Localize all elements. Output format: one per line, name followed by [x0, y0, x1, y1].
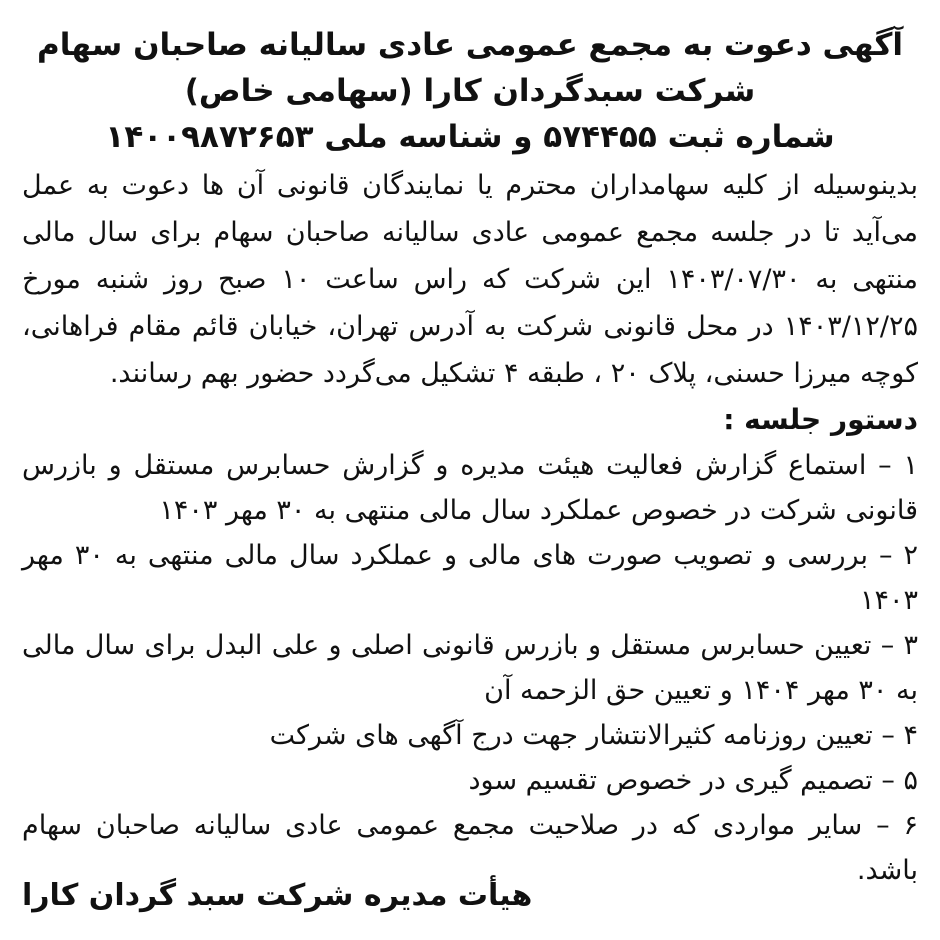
intro-paragraph: بدینوسیله از کلیه سهامداران محترم یا نمایندگان قانونی آن ها دعوت به عمل می‌آید تا در جلسه مجمع عمومی عادی سالیانه صاحبان سهام برای سال مالی منتهی به ۱۴۰۳/۰۷/۳۰ این شرکت که راس ساعت ۱۰ صبح روز شنبه مورخ ۱۴۰۳/۱۲/۲۵ در محل قانونی شرکت به آدرس تهران، خیابان قائم مقام فراهانی، کوچه میرزا حسنی، پلاک ۲۰ ، طبقه ۴ تشکیل می‌گردد حضور بهم رسانند.: [22, 170, 918, 389]
agenda-list: [22, 443, 918, 893]
agenda-item: ۶ – سایر مواردی که در صلاحیت مجمع عمومی عادی سالیانه صاحبان سهام باشد.: [22, 810, 918, 886]
agenda-item: ۳ – تعیین حسابرس مستقل و بازرس قانونی اصلی و علی البدل برای سال مالی به ۳۰ مهر ۱۴۰۴ و تعیین حق الزحمه آن: [22, 630, 918, 706]
title-line-2: شرکت سبدگردان کارا (سهامی خاص): [184, 73, 756, 109]
title-line-1: آگهی دعوت به مجمع عمومی عادی سالیانه صاحبان سهام: [36, 27, 904, 63]
agenda-heading: دستور جلسه :: [723, 403, 918, 436]
board-signature: هیأت مدیره شرکت سبد گردان کارا: [22, 878, 533, 913]
agenda-item: ۵ – تصمیم گیری در خصوص تقسیم سود: [468, 765, 918, 796]
agenda-item: ۱ – استماع گزارش فعالیت هیئت مدیره و گزارش حسابرس مستقل و بازرس قانونی شرکت در خصوص عملکرد سال مالی منتهی به ۳۰ مهر ۱۴۰۳: [22, 450, 918, 526]
agenda-item: ۲ – بررسی و تصویب صورت های مالی و عملکرد سال مالی منتهی به ۳۰ مهر ۱۴۰۳: [22, 540, 919, 616]
title-line-3: شماره ثبت ۵۷۴۴۵۵ و شناسه ملی ۱۴۰۰۹۸۷۲۶۵۳: [105, 119, 835, 155]
agenda-item: ۴ – تعیین روزنامه کثیرالانتشار جهت درج آگهی های شرکت: [269, 720, 918, 751]
